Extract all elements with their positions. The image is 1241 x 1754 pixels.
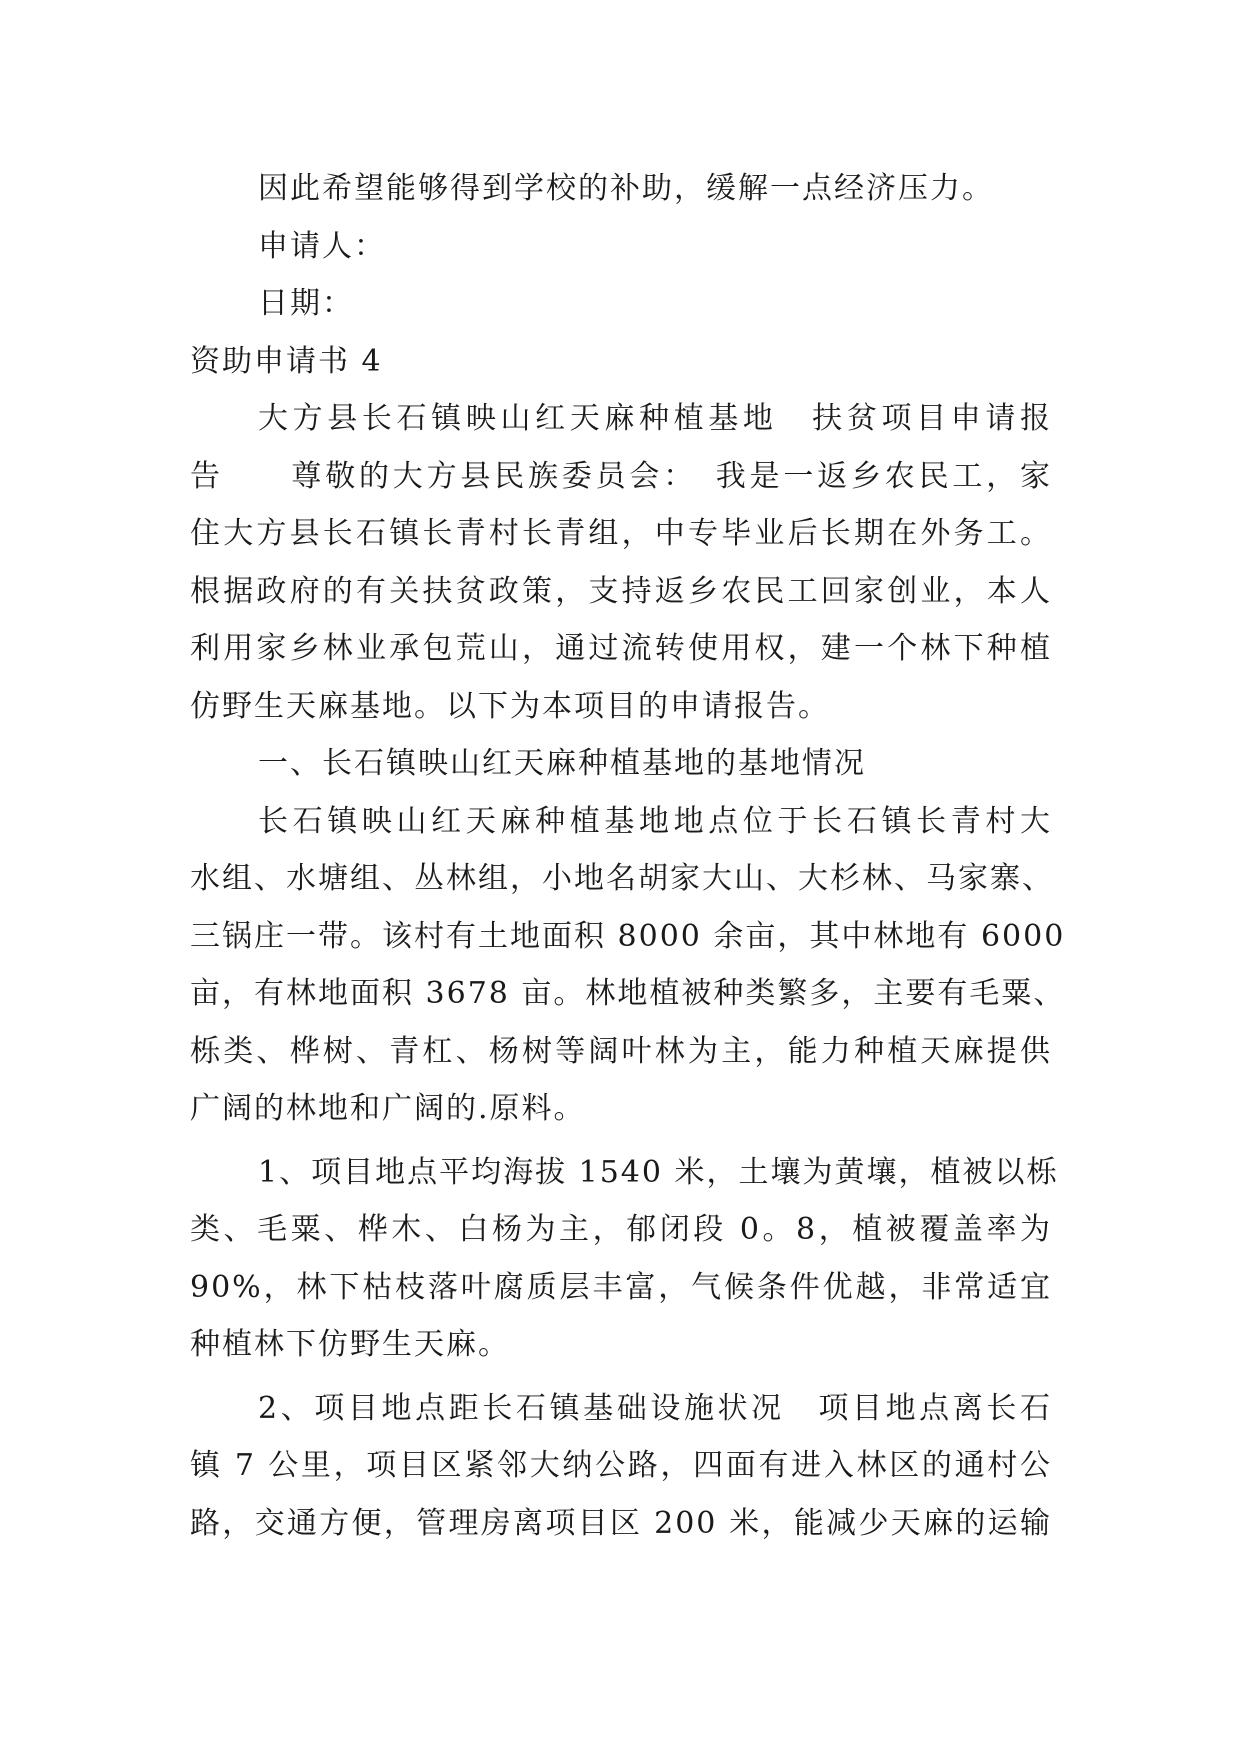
- text-line: 镇 7 公里，项目区紧邻大纳公路，四面有进入林区的通村公: [190, 1448, 1052, 1483]
- text-line: 因此希望能够得到学校的补助，缓解一点经济压力。: [258, 171, 994, 206]
- text-line: 2、项目地点距长石镇基础设施状况 项目地点离长石: [258, 1390, 1052, 1426]
- text-line: 亩，有林地面积 3678 亩。林地植被种类繁多，主要有毛粟、: [190, 976, 1066, 1011]
- text-line: 仿野生天麻基地。以下为本项目的申请报告。: [190, 688, 830, 724]
- document-body: [190, 160, 1066, 1552]
- text-line: 告 尊敬的大方县民族委员会： 我是一返乡农民工，家: [190, 458, 1052, 494]
- text-line: 类、毛粟、桦木、白杨为主，郁闭段 0。8，植被覆盖率为: [190, 1212, 1052, 1247]
- text-line: 长石镇映山红天麻种植基地地点位于长石镇长青村大: [258, 803, 1052, 839]
- text-line: 住大方县长石镇长青村长青组，中专毕业后长期在外务工。: [190, 516, 1052, 551]
- text-line: 90%，林下枯枝落叶腐质层丰富，气候条件优越，非常适宜: [190, 1269, 1052, 1305]
- text-line: 三锅庄一带。该村有土地面积 8000 余亩，其中林地有 6000: [190, 918, 1066, 954]
- date-label: 日期：: [258, 286, 354, 321]
- text-line: 水组、水塘组、丛林组，小地名胡家大山、大杉林、马家寨、: [190, 861, 1054, 896]
- text-line: 路，交通方便，管理房离项目区 200 米，能减少天麻的运输: [190, 1505, 1052, 1541]
- text-line: 广阔的林地和广阔的.原料。: [190, 1091, 586, 1126]
- section-heading: 资助申请书 4: [190, 343, 383, 379]
- subsection-heading: 一、长石镇映山红天麻种植基地的基地情况: [258, 746, 866, 781]
- text-line: 种植林下仿野生天麻。: [190, 1327, 510, 1362]
- text-line: 栎类、桦树、青杠、杨树等阔叶林为主，能力种植天麻提供: [190, 1033, 1052, 1069]
- text-line: 大方县长石镇映山红天麻种植基地 扶贫项目申请报: [258, 401, 1052, 436]
- applicant-label: 申请人：: [258, 228, 386, 264]
- text-line: 根据政府的有关扶贫政策，支持返乡农民工回家创业，本人: [190, 573, 1052, 609]
- text-line: 利用家乡林业承包荒山，通过流转使用权，建一个林下种植: [190, 631, 1052, 666]
- text-line: 1、项目地点平均海拔 1540 米，土壤为黄壤，植被以栎: [258, 1154, 1059, 1190]
